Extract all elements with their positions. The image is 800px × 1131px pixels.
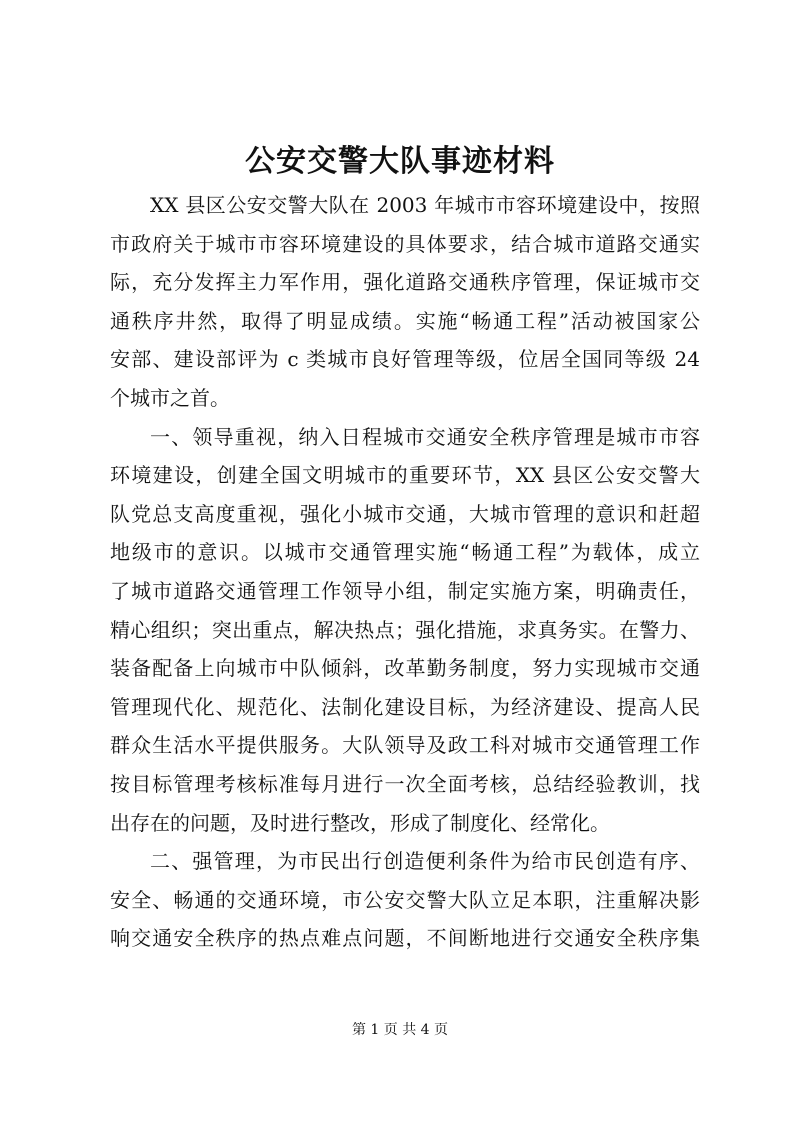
paragraph-line: 队党总支高度重视，强化小城市交通，大城市管理的意识和赶超 <box>110 501 700 526</box>
paragraph-line: XX 县区公安交警大队在 2003 年城市市容环境建设中，按照 <box>150 193 700 217</box>
paragraph-management <box>110 842 700 958</box>
document-body <box>110 186 700 958</box>
paragraph-line: 按目标管理考核标准每月进行一次全面考核，总结经验教训，找 <box>110 771 700 796</box>
paragraph-line: 出存在的问题，及时进行整改，形成了制度化、经常化。 <box>110 810 610 835</box>
paragraph-line: 响交通安全秩序的热点难点问题，不间断地进行交通安全秩序集 <box>110 926 700 951</box>
paragraph-line: 个城市之首。 <box>110 385 230 410</box>
paragraph-line: 安部、建设部评为 c 类城市良好管理等级，位居全国同等级 24 <box>110 347 700 372</box>
paragraph-leadership <box>110 418 700 843</box>
paragraph-line: 安全、畅通的交通环境，市公安交警大队立足本职，注重解决影 <box>110 887 700 912</box>
page-footer: 第 1 页 共 4 页 <box>351 1022 449 1038</box>
paragraph-line: 装备配备上向城市中队倾斜，改革勤务制度，努力实现城市交通 <box>110 656 700 681</box>
paragraph-line: 一、领导重视，纳入日程城市交通安全秩序管理是城市市容 <box>150 424 700 449</box>
paragraph-line: 通秩序井然，取得了明显成绩。实施“畅通工程”活动被国家公 <box>110 308 700 333</box>
paragraph-line: 际，充分发挥主力军作用，强化道路交通秩序管理，保证城市交 <box>110 270 700 295</box>
paragraph-line: 了城市道路交通管理工作领导小组，制定实施方案，明确责任， <box>110 578 700 603</box>
paragraph-line: 二、强管理，为市民出行创造便利条件为给市民创造有序、 <box>150 849 700 874</box>
paragraph-line: 精心组织；突出重点，解决热点；强化措施，求真务实。在警力、 <box>110 617 700 642</box>
page-title: 公安交警大队事迹材料 <box>245 144 555 179</box>
paragraph-line: 管理现代化、规范化、法制化建设目标，为经济建设、提高人民 <box>110 694 700 719</box>
paragraph-line: 市政府关于城市市容环境建设的具体要求，结合城市道路交通实 <box>110 231 700 256</box>
paragraph-line: 环境建设，创建全国文明城市的重要环节，XX 县区公安交警大 <box>110 463 700 488</box>
paragraph-line: 地级市的意识。以城市交通管理实施“畅通工程”为载体，成立 <box>110 540 700 565</box>
paragraph-line: 群众生活水平提供服务。大队领导及政工科对城市交通管理工作 <box>110 733 700 758</box>
paragraph-intro <box>110 186 700 418</box>
